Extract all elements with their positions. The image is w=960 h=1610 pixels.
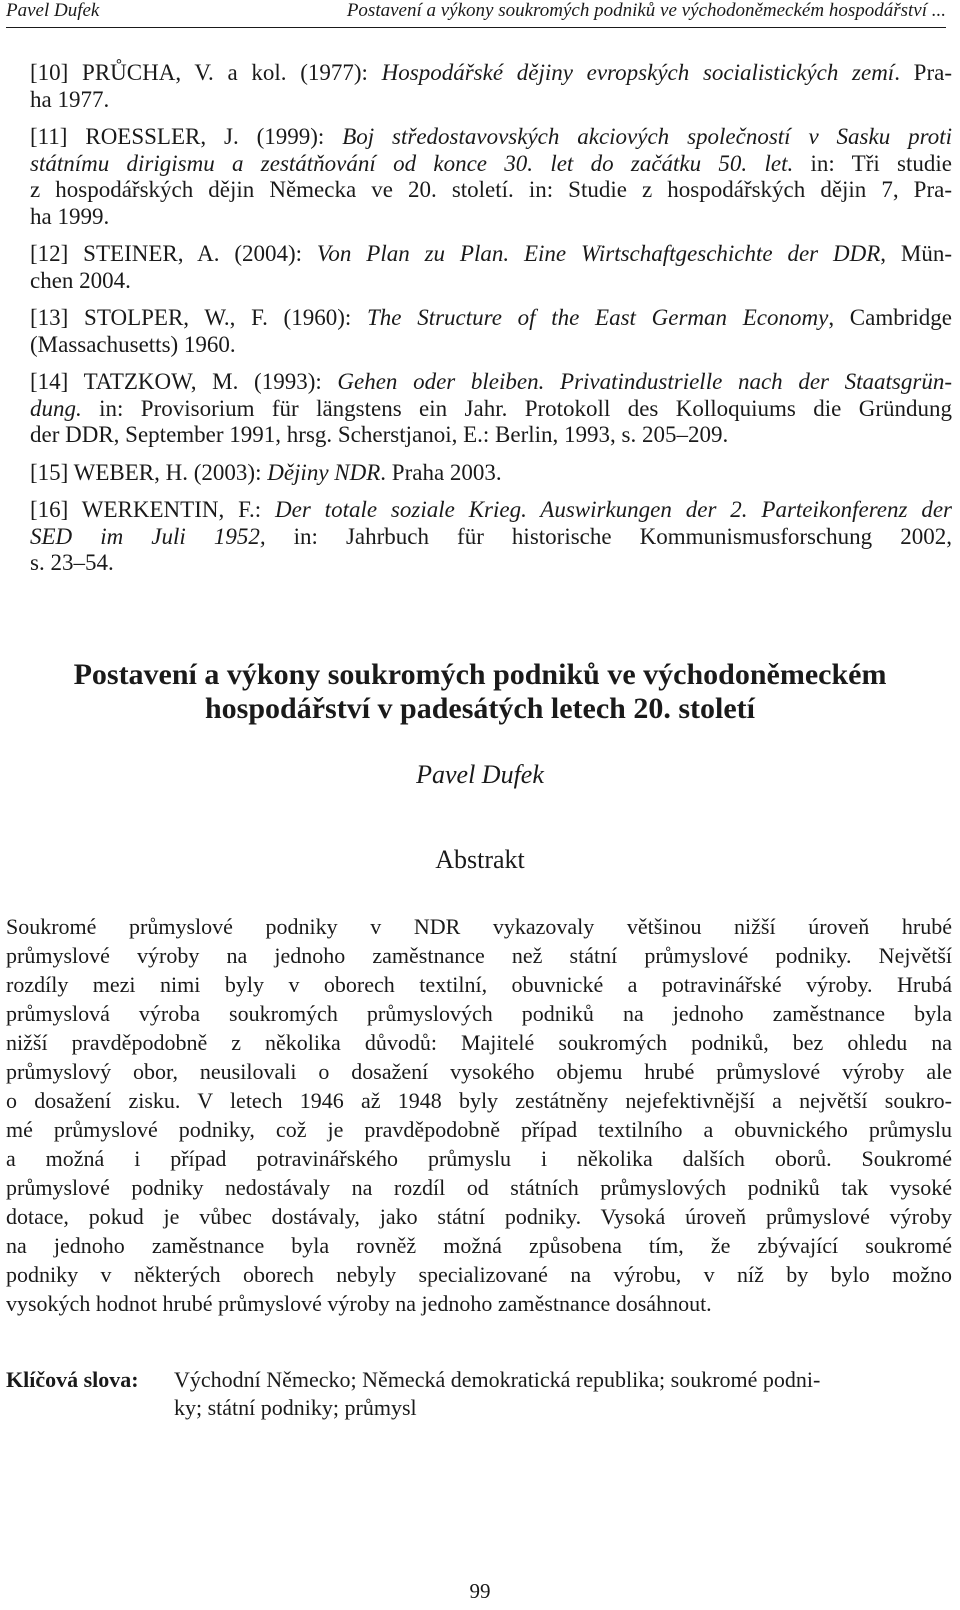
abstract-line: a možná i případ potravinářského průmyslu i několika dalších oborů. Soukromé [6,1146,952,1171]
reference-text: , Mün- [880,241,953,266]
abstract-line: dotace, pokud je vůbec dostávaly, jako státní podniky. Vysoká úroveň průmyslové výroby [6,1204,952,1229]
reference-text: , Cambridge [828,305,952,330]
reference-list [30,60,952,588]
reference-line [30,422,952,449]
reference-line [30,60,952,87]
reference-italic-text: státnímu dirigismu a zestátňování od konce 30. let do začátku 50. let. [30,150,794,176]
reference-italic-text: dung. [30,395,82,421]
reference-text: [12] STEINER, A. (2004): [30,241,317,266]
reference-text: z hospodářských dějin Německa ve 20. století. in: Studie z hospodářských dějin 7, Pra- [30,177,952,202]
header-title: Postavení a výkony soukromých podniků ve východoněmeckém hospodářství ... [346,0,946,21]
abstract-body [6,912,952,1318]
abstract-line: mé průmyslové podniky, což je pravděpodobně případ textilního a obuvnického průmyslu [6,1117,952,1142]
reference-italic-text: The Structure of the East German Economy [366,305,829,330]
reference-line [30,150,952,178]
reference-line [30,124,952,151]
reference-text: [15] WEBER, H. (2003): [30,459,268,485]
reference-line [30,497,952,524]
reference-text: [16] WERKENTIN, F.: [30,497,276,522]
reference-italic-text: SED im Juli 1952, [30,523,266,549]
reference-entry [30,305,952,358]
abstract-line: vysokých hodnot hrubé průmyslové výroby na jednoho zaměstnance dosáhnout. [6,1291,712,1316]
reference-text: (Massachusetts) 1960. [30,331,236,357]
reference-line [30,550,952,577]
reference-line [30,241,953,268]
reference-entry [30,369,952,449]
reference-line [30,203,952,231]
reference-entry [30,124,952,230]
reference-entry [30,460,952,487]
running-header [6,0,946,26]
keywords-line-1: Východní Německo; Německá demokratická republika; soukromé podni- [174,1367,821,1392]
reference-text: [13] STOLPER, W., F. (1960): [30,305,367,330]
header-rule [6,27,946,28]
reference-text: ha 1977. [30,86,110,112]
reference-line [30,395,952,423]
reference-text: . Pra- [894,60,952,85]
reference-line [30,305,952,332]
reference-line [30,331,952,359]
abstract-line: podniky v některých oborech nebyly specializované na výrobu, v níž by bylo možno [6,1262,952,1287]
keywords-text [174,1366,952,1422]
reference-text: . Praha 2003. [380,459,502,485]
reference-text: [14] TATZKOW, M. (1993): [30,369,338,394]
abstract-line: nižší pravděpodobně z několika důvodů: Majitelé soukromých podniků, bez ohledu na [6,1030,952,1055]
reference-text: [10] PRŮCHA, V. a kol. (1977): [30,60,382,85]
reference-text: in: Tři studie [793,150,952,176]
page-number: 99 [469,1579,491,1603]
reference-text: in: Jahrbuch für historische Kommunismusforschung 2002, [265,523,952,549]
reference-text: ha 1999. [30,203,110,229]
abstract-line: rozdíly mezi nimi byly v oborech textilní, obuvnické a potravinářské výroby. Hrubá [6,972,952,997]
title-line-1: Postavení a výkony soukromých podniků ve východoněmeckém [73,658,887,691]
reference-italic-text: Von Plan zu Plan. Eine Wirtschaftgeschichte der DDR [316,241,881,266]
reference-line [30,459,952,487]
reference-italic-text: Der totale soziale Krieg. Auswirkungen der 2. Parteikonferenz der [275,497,952,522]
reference-entry [30,60,952,113]
header-author: Pavel Dufek [6,0,100,21]
abstract-line: Soukromé průmyslové podniky v NDR vykazovaly většinou nižší úroveň hrubé [6,914,952,939]
keywords-label: Klíčová slova: [6,1367,139,1392]
reference-text: s. 23–54. [30,550,114,575]
reference-line [30,86,952,114]
abstract-line: průmyslová výroba soukromých průmyslových podniků na jednoho zaměstnance byla [6,1001,952,1026]
abstract-line: průmyslový obor, neusilovali o dosažení vysokého objemu hrubé průmyslové výroby ale [6,1059,952,1084]
reference-line [30,177,952,204]
abstract-line: průmyslové podniky nedostávaly na rozdíl od státních průmyslových podniků tak vysoké [6,1175,952,1200]
reference-italic-text: Gehen oder bleiben. Privatindustrielle nach der Staatsgrün- [337,369,952,394]
article-author: Pavel Dufek [416,760,544,789]
reference-line [30,523,952,551]
reference-text: chen 2004. [30,267,131,293]
reference-line [30,267,952,295]
reference-text: in: Provisorium für längstens ein Jahr. Protokoll des Kolloquiums die Gründung [81,395,952,421]
keywords [6,1366,952,1422]
reference-line [30,369,952,396]
title-line-2: hospodářství v padesátých letech 20. století [205,692,755,725]
abstract-heading: Abstrakt [435,845,525,874]
article-title [0,658,960,726]
reference-entry [30,497,952,577]
abstract-line: průmyslové výroby na jednoho zaměstnance než státní průmyslové podniky. Největší [6,943,952,968]
keywords-line-2: ky; státní podniky; průmysl [174,1395,417,1420]
abstract-line: o dosažení zisku. V letech 1946 až 1948 byly zestátněny nejefektivnější a největší soukro- [6,1088,952,1113]
reference-italic-text: Hospodářské dějiny evropských socialistických zemí [381,60,895,85]
reference-text: [11] ROESSLER, J. (1999): [30,124,343,149]
reference-text: der DDR, September 1991, hrsg. Scherstjanoi, E.: Berlin, 1993, s. 205–209. [30,422,729,447]
reference-italic-text: Boj středostavovských akciových společností v Sasku proti [342,124,952,149]
abstract-line: na jednoho zaměstnance byla rovněž možná způsobena tím, že zbývající soukromé [6,1233,952,1258]
reference-italic-text: Dějiny NDR [267,459,381,485]
reference-entry [30,241,952,294]
